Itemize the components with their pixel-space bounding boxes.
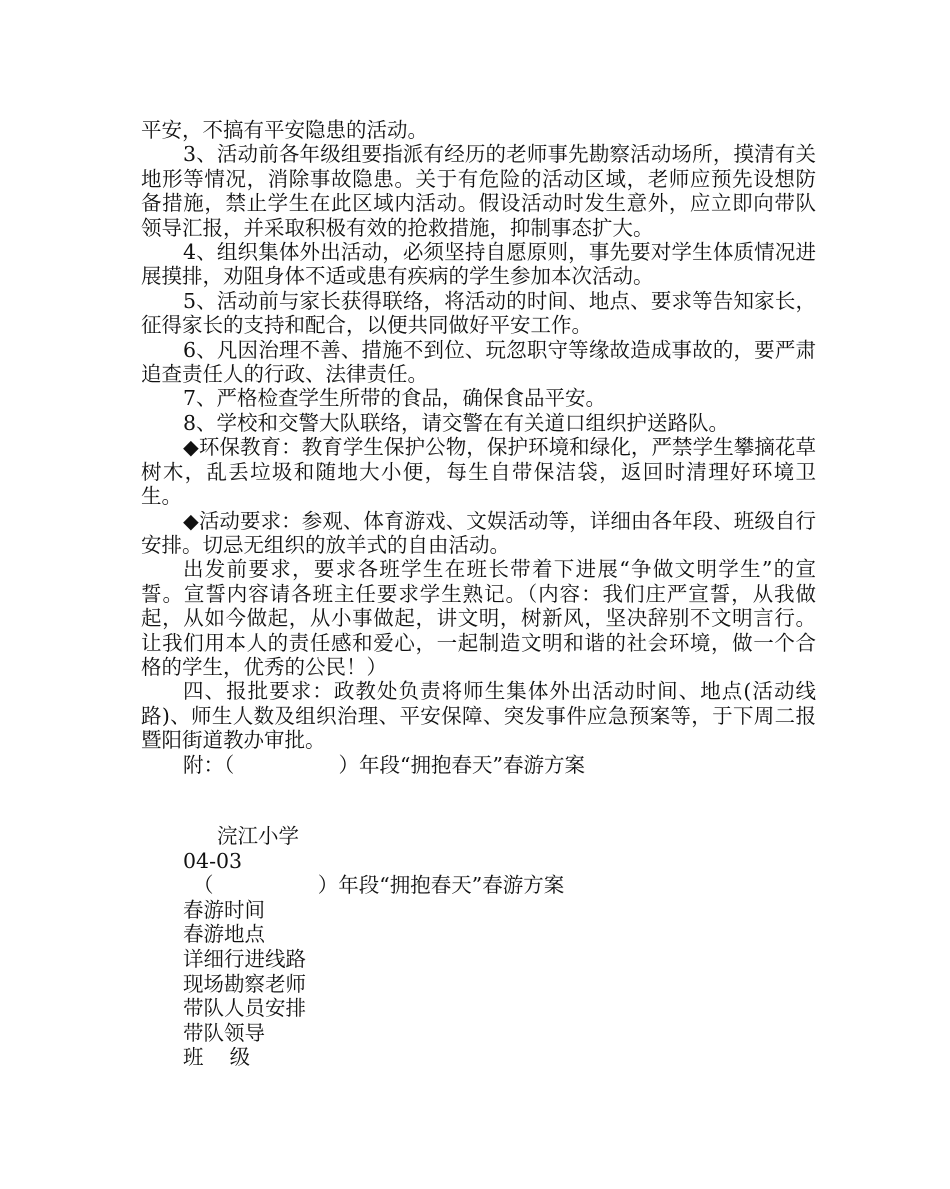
paragraph-item-7: 7、严格检查学生所带的食品，确保食品平安。 [183, 386, 607, 411]
paragraph-item-3: 3、活动前各年级组要指派有经历的老师事先勘察活动场所，摸清有关地形等情况，消除事故隐患。关于有危险的活动区域，老师应预先设想防备措施，禁止学生在此区域内活动。假设活动时发生意外，应立即向带队领导汇报，并采取积极有效的抢救措施，抑制事态扩大。 [141, 142, 816, 240]
paragraph-item-6: 6、凡因治理不善、措施不到位、玩忽职守等缘故造成事故的，要严肃追查责任人的行政、法律责任。 [141, 337, 816, 387]
paragraph-item-8: 8、学校和交警大队联络，请交警在有关道口组织护送路队。 [183, 410, 730, 435]
field-class: 班 级 [183, 1045, 251, 1070]
field-spring-outing-time: 春游时间 [183, 897, 265, 922]
paragraph-safety-continued: 平安，不搞有平安隐患的活动。 [141, 118, 428, 142]
field-spring-outing-place: 春游地点 [183, 922, 265, 947]
field-team-leader: 带队领导 [183, 1020, 265, 1045]
field-route: 详细行进线路 [183, 946, 306, 971]
document-body [141, 118, 816, 777]
paragraph-oath: 出发前要求，要求各班学生在班长带着下进展“争做文明学生”的宣誓。宣誓内容请各班主任要求学生熟记。（内容：我们庄严宣誓，从我做起，从如今做起，从小事做起，讲文明，树新风，坚决辞别不文明言行。让我们用本人的责任感和爱心，一起制造文明和谐的社会环境，做一个合格的学生，优秀的公民！） [141, 557, 816, 679]
school-name: 浣江小学 [217, 824, 299, 848]
field-escort-arrangement: 带队人员安排 [183, 996, 306, 1021]
paragraph-activity-requirements: ◆活动要求：参观、体育游戏、文娱活动等，详细由各年段、班级自行安排。切忌无组织的放羊式的自由活动。 [141, 508, 816, 557]
date-label: 04-03 [183, 848, 243, 873]
paragraph-environment: ◆环保教育：教育学生保护公物，保护环境和绿化，严禁学生攀摘花草树木，乱丢垃圾和随地大小便，每生自带保洁袋，返回时清理好环境卫生。 [141, 435, 816, 509]
paragraph-item-5: 5、活动前与家长获得联络，将活动的时间、地点、要求等告知家长，征得家长的支持和配合，以便共同做好平安工作。 [141, 288, 816, 338]
paragraph-approval: 四、报批要求：政教处负责将师生集体外出活动时间、地点(活动线路)、师生人数及组织治理、平安保障、突发事件应急预案等，于下周二报暨阳街道教办审批。 [141, 679, 816, 753]
paragraph-attachment: 附：（ ）年段“拥抱春天”春游方案 [183, 752, 585, 777]
plan-title: （ ）年段“拥抱春天”春游方案 [193, 873, 565, 898]
field-survey-teacher: 现场勘察老师 [183, 971, 306, 996]
paragraph-item-4: 4、组织集体外出活动，必须坚持自愿原则，事先要对学生体质情况进展摸排，劝阻身体不适或患有疾病的学生参加本次活动。 [141, 240, 816, 289]
plan-form [183, 824, 564, 1070]
